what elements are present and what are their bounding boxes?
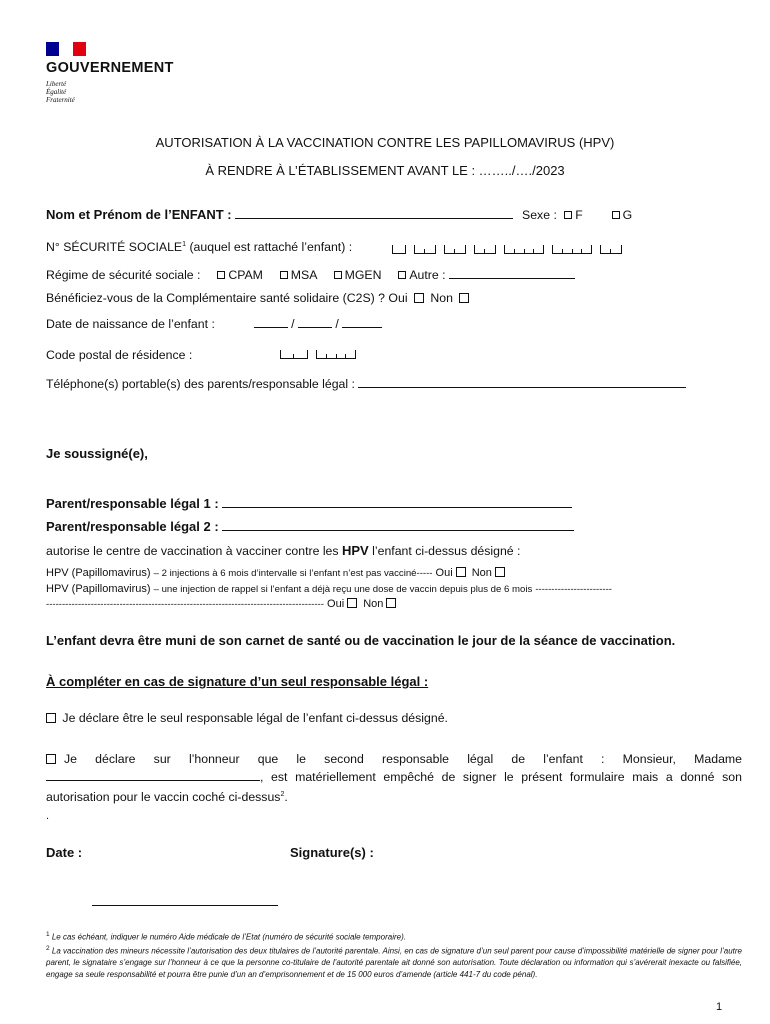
hpv-option-1 [46, 567, 508, 579]
footnote-separator [92, 905, 278, 906]
postal-row [46, 348, 192, 362]
parent1-row [46, 496, 572, 511]
hpv2-oui-label: Oui [327, 598, 345, 610]
child-name-field[interactable] [235, 207, 513, 219]
parent2-field[interactable] [222, 519, 574, 531]
dob-day-field[interactable] [254, 316, 288, 328]
phone-label: Téléphone(s) portable(s) des parents/responsable légal : [46, 377, 355, 391]
dob-month-field[interactable] [298, 316, 332, 328]
phone-field[interactable] [358, 376, 686, 388]
c2s-label: Bénéficiez-vous de la Complémentaire santé solidaire (C2S) ? Oui [46, 291, 408, 305]
hpv1-oui-label: Oui [435, 567, 453, 579]
child-name-label: Nom et Prénom de l’ENFANT : [46, 207, 232, 222]
regime-row [46, 267, 575, 282]
second-parent-field[interactable] [46, 769, 260, 781]
declare1-row [46, 711, 448, 725]
motto-liberte: Liberté [46, 80, 67, 88]
hpv-option-2-answer [46, 598, 399, 610]
stray-dot: . [46, 810, 50, 822]
postal-label: Code postal de résidence : [46, 348, 193, 362]
hpv1-label: HPV (Papillomavirus) [46, 567, 151, 579]
sexe-f-checkbox[interactable] [564, 211, 572, 219]
sexe-label: Sexe : [522, 208, 557, 222]
hpv-option-2 [46, 583, 612, 595]
hpv2-dashes-line: --------------------------------------------------------------------------------------- [46, 599, 324, 610]
parent1-field[interactable] [222, 496, 572, 508]
c2s-row [46, 291, 472, 305]
footnote-2-number: 2 [46, 945, 50, 952]
declare1-checkbox[interactable] [46, 713, 56, 723]
regime-mgen-checkbox[interactable] [334, 271, 342, 279]
hpv2-dashes-end: ------------------------ [535, 584, 613, 595]
parent1-label: Parent/responsable légal 1 : [46, 496, 219, 511]
ss-number-boxes[interactable] [392, 241, 630, 259]
sexe-f-label: F [575, 208, 583, 222]
parent2-row [46, 519, 574, 534]
single-parent-heading: À compléter en cas de signature d’un seul responsable légal : [46, 674, 429, 689]
sexe-row [522, 208, 632, 222]
regime-autre-field[interactable] [449, 267, 575, 279]
c2s-non-label: Non [430, 291, 453, 305]
dob-label: Date de naissance de l’enfant : [46, 317, 215, 331]
regime-cpam-checkbox[interactable] [217, 271, 225, 279]
hpv2-oui-checkbox[interactable] [347, 598, 357, 608]
motto-egalite: Égalité [46, 88, 67, 96]
regime-label: Régime de sécurité sociale : [46, 268, 201, 282]
footnote-1-number: 1 [46, 931, 50, 938]
regime-autre-label: Autre : [409, 268, 446, 282]
regime-msa-checkbox[interactable] [280, 271, 288, 279]
ss-label: N° SÉCURITÉ SOCIALE [46, 240, 183, 254]
sexe-g-checkbox[interactable] [612, 211, 620, 219]
declare2-paragraph: Je déclare sur l’honneur que le second responsable légal de l’enfant : Monsieur, Madame , est matériellement empêché de signer le présent formulaire mais a donné son autorisation pour le vaccin coché ci-dessus$^2$. [46, 752, 742, 805]
carnet-notice: L’enfant devra être muni de son carnet de santé ou de vaccination le jour de la séance de vaccination. [46, 633, 676, 648]
declare1-text: Je déclare être le seul responsable légal de l’enfant ci-dessus désigné. [62, 711, 448, 725]
hpv2-text: – une injection de rappel si l’enfant a déjà reçu une dose de vaccin depuis plus de 6 mois [153, 584, 533, 595]
footnote-2-text: La vaccination des mineurs nécessite l’autorisation des deux titulaires de l’autorité parentale. Ainsi, en cas de signature d’un seul parent pour cause d’impossibilité matérielle de signer pour l’autre parent, le signataire s’engage sur l’honneur à ce que la personne co-titulaire de l’autorité parentale ait donné son autorisation. Toute déclaration ou information qui s’avérerait inexacte ou falsifiée, engage sa seule responsabilité et pourra être punie d’un an d’emprisonnement et de 15 000 euros d’amende (article 441-7 du code pénal). [46, 946, 742, 979]
regime-msa-label: MSA [290, 268, 317, 282]
deadline-title: À RENDRE À L’ÉTABLISSEMENT AVANT LE : ……../…./2023 [205, 163, 565, 178]
page-number: 1 [716, 1001, 723, 1013]
c2s-oui-checkbox[interactable] [414, 293, 424, 303]
c2s-non-checkbox[interactable] [459, 293, 469, 303]
ss-footnote-ref: 1 [182, 240, 187, 248]
declare2-text-a: Je déclare sur l’honneur que le second responsable légal de l’enfant : Monsieur, Madame [64, 752, 742, 766]
autorise-pre: autorise le centre de vaccination à vacciner contre les [46, 544, 339, 558]
hpv2-non-label: Non [363, 598, 384, 610]
document-title: AUTORISATION À LA VACCINATION CONTRE LES PAPILLOMAVIRUS (HPV) [155, 135, 615, 150]
marianne-logo [46, 42, 86, 56]
declare2-footnote-ref: 2 [280, 791, 285, 798]
footnote-2 [46, 943, 742, 980]
regime-mgen-label: MGEN [344, 268, 382, 282]
motto-fraternite: Fraternité [46, 96, 75, 104]
regime-cpam-label: CPAM [228, 268, 263, 282]
hpv1-oui-checkbox[interactable] [456, 567, 466, 577]
sexe-g-label: G [622, 208, 633, 222]
hpv2-non-checkbox[interactable] [386, 598, 396, 608]
date-label: Date : [46, 845, 83, 860]
hpv1-non-label: Non [471, 567, 492, 579]
child-name-row [46, 207, 513, 222]
declare2-text-b: , est matériellement empêché de signer le présent formulaire mais a donné son autorisation pour le vaccin coché ci-dessus [46, 770, 742, 805]
hpv1-non-checkbox[interactable] [495, 567, 505, 577]
autorise-row [46, 543, 520, 558]
hpv1-text: – 2 injections à 6 mois d’intervalle si l’enfant n’est pas vacciné----- [153, 568, 433, 579]
ss-suffix: (auquel est rattaché l’enfant) : [189, 240, 353, 254]
government-wordmark: GOUVERNEMENT [46, 60, 174, 76]
parent2-label: Parent/responsable légal 2 : [46, 519, 219, 534]
social-security-row [46, 240, 352, 254]
dob-year-field[interactable] [342, 316, 382, 328]
autorise-post: l’enfant ci-dessus désigné : [372, 544, 521, 558]
hpv2-label: HPV (Papillomavirus) [46, 583, 151, 595]
regime-autre-checkbox[interactable] [398, 271, 406, 279]
declare2-checkbox[interactable] [46, 754, 56, 764]
signature-label: Signature(s) : [290, 845, 374, 860]
soussigne-label: Je soussigné(e), [46, 446, 148, 461]
footnote-1-text: Le cas échéant, indiquer le numéro Aide médicale de l’Etat (numéro de sécurité sociale temporaire). [51, 932, 406, 942]
footnote-1 [46, 929, 742, 943]
postal-code-boxes[interactable] [280, 346, 364, 364]
autorise-hpv: HPV [341, 543, 369, 558]
dob-row: Date de naissance de l’enfant : / / [46, 316, 382, 331]
phone-row [46, 376, 686, 391]
